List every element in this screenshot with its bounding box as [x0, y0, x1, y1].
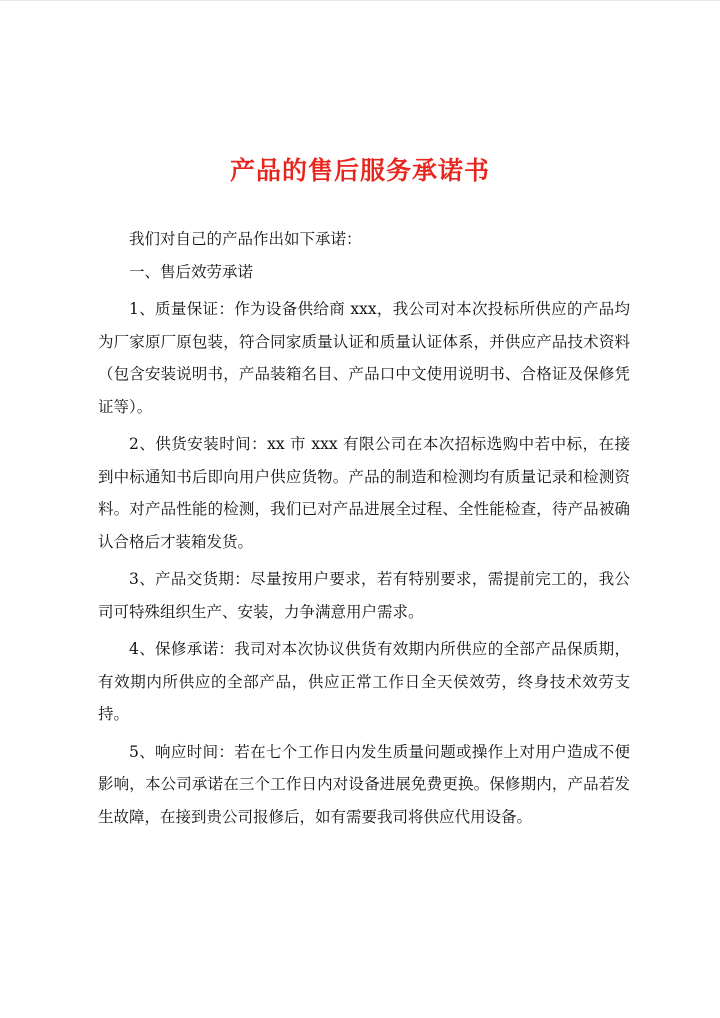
document-title: 产品的售后服务承诺书 — [229, 156, 490, 185]
quality-guarantee-paragraph: 1、质量保证：作为设备供给商 xxx，我公司对本次投标所供应的产品均为厂家原厂原包装，符合同家质量认证和质量认证体系，并供应产品技术资料（包含安装说明书，产品装箱名目、产品口中文使用说明书、合格证及保修凭证等）。 — [98, 300, 630, 416]
delivery-period-paragraph: 3、产品交货期：尽量按用户要求，若有特别要求，需提前完工的，我公司可特殊组织生产、安装，力争满意用户需求。 — [98, 570, 630, 621]
warranty-paragraph: 4、保修承诺：我司对本次协议供货有效期内所供应的全部产品保质期，有效期内所供应的全部产品，供应正常工作日全天侯效劳，终身技术效劳支持。 — [98, 640, 630, 723]
document-body — [98, 223, 630, 838]
section-heading: 一、售后效劳承诺 — [129, 262, 254, 281]
intro-paragraph: 我们对自己的产品作出如下承诺： — [129, 230, 362, 248]
delivery-installation-paragraph: 2、供货安装时间：xx 市 xxx 有限公司在本次招标选购中若中标，在接到中标通知书后即向用户供应货物。产品的制造和检测均有质量记录和检测资料。对产品性能的检测，我们已对产品进展全过程、全性能检查，待产品被确认合格后才装箱发货。 — [98, 435, 630, 551]
response-time-paragraph: 5、响应时间：若在七个工作日内发生质量问题或操作上对用户造成不便影响，本公司承诺在三个工作日内对设备进展免费更换。保修期内，产品若发生故障，在接到贵公司报修后，如有需要我司将供应代用设备。 — [98, 742, 630, 826]
